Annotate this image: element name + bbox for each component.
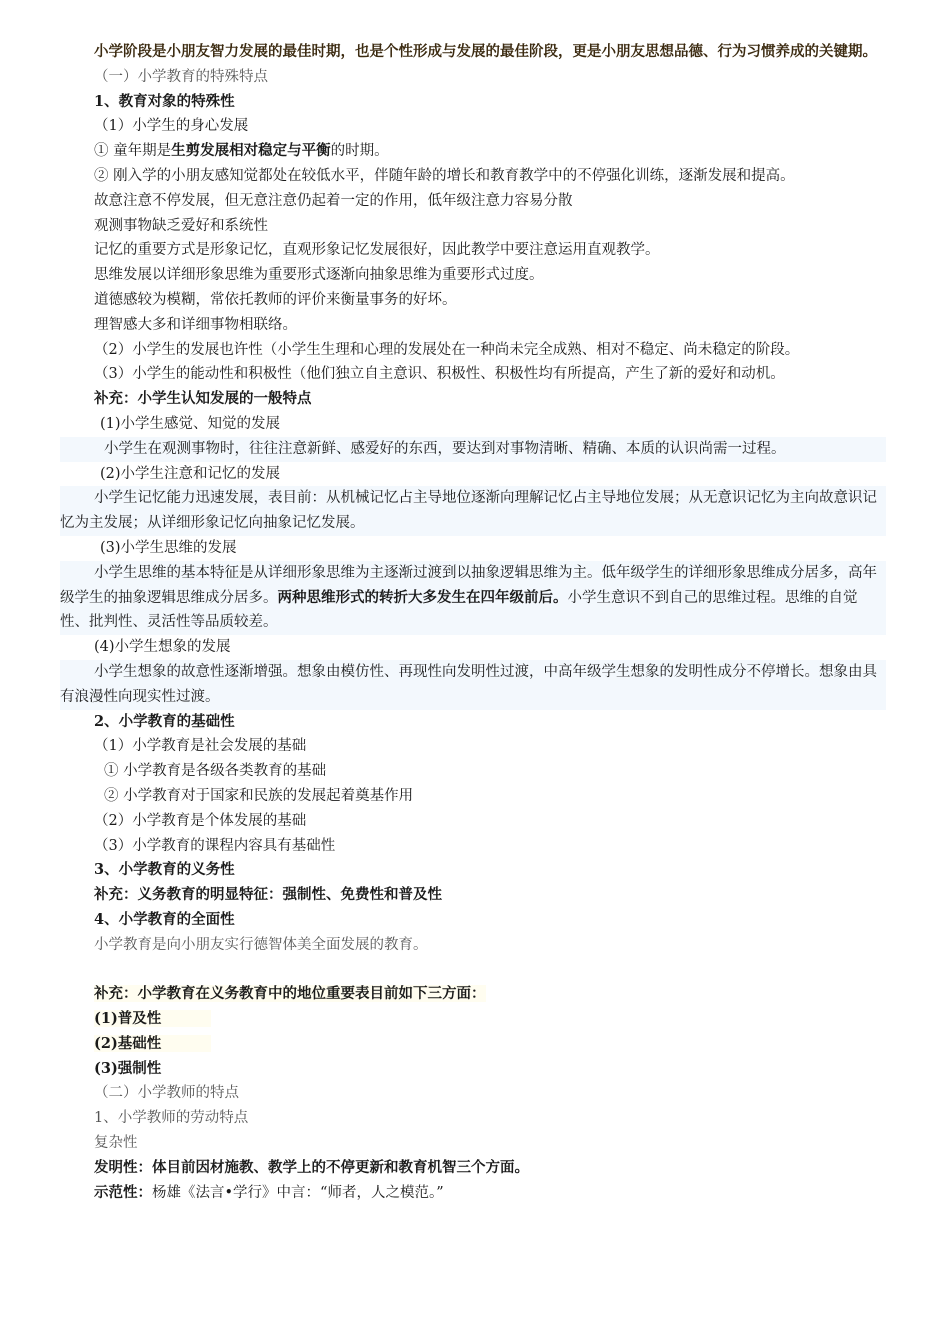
document-page: [60, 40, 886, 1205]
section-2-text-2: 发明性：体目前因材施教、教学上的不停更新和教育机智三个方面。: [94, 1158, 529, 1176]
heading-3: 3、小学教育的义务性: [94, 861, 235, 879]
cognition-4-title: (4)小学生想象的发展: [94, 639, 231, 656]
heading-4: 4、小学教育的全面性: [94, 910, 235, 928]
line-a-4: 道德感较为模糊，常依托教师的评价来衡量事务的好坏。: [94, 291, 457, 308]
supplement-3: [60, 982, 886, 1007]
line-a-5: 理智感大多和详细事物相联络。: [94, 316, 297, 333]
item-1-post: 的时期。: [330, 143, 389, 160]
subheading-1-1: （1）小学生的身心发展: [94, 118, 249, 135]
supplement-3-item-1: [60, 1007, 886, 1032]
section-2-heading-1: 1、小学教师的劳动特点: [94, 1110, 249, 1127]
item-2: ② 刚入学的小朋友感知觉都处在较低水平，伴随年龄的增长和教育教学中的不停强化训练，逐渐发展和提高。: [94, 167, 795, 184]
intro-paragraph: 小学阶段是小朋友智力发展的最佳时期，也是个性形成与发展的最佳阶段，更是小朋友思想品德、行为习惯养成的关键期。: [94, 43, 877, 60]
supplement-1: 补充：小学生认知发展的一般特点: [94, 390, 312, 408]
cognition-1-text: 小学生在观测事物时，往往注意新鲜、感爱好的东西，要达到对事物清晰、精确、本质的认识尚需一过程。: [60, 437, 886, 462]
cognition-3-pre: 小学生思维的基本特征是从详细形象思维为主逐渐过渡到以抽象逻辑思维为主。低年级学生的详细形象思维成分居多，高年级学生的抽象逻辑思维成分居多。: [60, 564, 877, 606]
subheading-2-1: （1）小学教育是社会发展的基础: [94, 738, 307, 755]
cognition-3-text: [60, 561, 886, 635]
cognition-3-post: 小学生意识不到自己的思维过程。思维的自觉性、批判性、灵活性等品质较差。: [60, 589, 858, 631]
cognition-3-bold: 两种思维形式的转折大多发生在四年级前后。: [277, 588, 568, 606]
item-1-pre: ① 童年期是: [94, 143, 172, 160]
cognition-2-title: (2)小学生注意和记忆的发展: [100, 465, 281, 482]
section-title-1: （一）小学教育的特殊特点: [94, 68, 268, 85]
supplement-3-item-2-text: (2)基础性: [94, 1035, 211, 1052]
heading-2: 2、小学教育的基础性: [94, 712, 235, 730]
subheading-2-2: （2）小学教育是个体发展的基础: [94, 812, 307, 829]
section-2-text-3-rest: 杨雄《法言•学行》中言：“师者，人之模范。”: [152, 1184, 444, 1201]
blank-line: [60, 957, 886, 982]
subheading-2-3: （3）小学教育的课程内容具有基础性: [94, 837, 336, 854]
line-a-3: 思维发展以详细形象思维为重要形式逐渐向抽象思维为重要形式过度。: [94, 267, 544, 284]
supplement-3-item-1-text: (1)普及性: [94, 1010, 211, 1027]
cognition-4-text: 小学生想象的故意性逐渐增强。想象由模仿性、再现性向发明性过渡，中高年级学生想象的发明性成分不停增长。想象由具有浪漫性向现实性过渡。: [60, 660, 886, 710]
subheading-1-2: （2）小学生的发展也许性（小学生生理和心理的发展处在一种尚未完全成熟、相对不稳定、尚未稳定的阶段。: [94, 341, 800, 358]
section-2-text-3-bold: 示范性：: [94, 1183, 152, 1201]
supplement-3-item-3: (3)强制性: [94, 1059, 162, 1077]
cognition-2-text: 小学生记忆能力迅速发展，表目前：从机械记忆占主导地位逐渐向理解记忆占主导地位发展；从无意识记忆为主向故意识记忆为主发展；从详细形象记忆向抽象记忆发展。: [60, 486, 886, 536]
line-a-0: 故意注意不停发展，但无意注意仍起着一定的作用，低年级注意力容易分散: [94, 192, 573, 209]
item-1: [60, 139, 886, 164]
cognition-1-title: (1)小学生感觉、知觉的发展: [100, 415, 281, 432]
supplement-3-text: 补充：小学教育在义务教育中的地位重要表目前如下三方面：: [94, 985, 486, 1003]
cognition-3-title: (3)小学生思维的发展: [100, 539, 237, 556]
section-title-2: （二）小学教师的特点: [94, 1085, 239, 1102]
supplement-2: 补充：义务教育的明显特征：强制性、免费性和普及性: [94, 886, 442, 904]
subheading-1-3: （3）小学生的能动性和积极性（他们独立自主意识、积极性、积极性均有所提高，产生了新的爱好和动机。: [94, 366, 785, 383]
line-a-2: 记忆的重要方式是形象记忆，直观形象记忆发展很好，因此教学中要注意运用直观教学。: [94, 242, 660, 259]
supplement-3-item-2: [60, 1032, 886, 1057]
item-2-1a: ① 小学教育是各级各类教育的基础: [104, 763, 327, 780]
section-2-text-1: 复杂性: [94, 1135, 138, 1152]
line-a-1: 观测事物缺乏爱好和系统性: [94, 217, 268, 234]
heading-1: 1、教育对象的特殊性: [94, 92, 235, 110]
heading-4-text: 小学教育是向小朋友实行德智体美全面发展的教育。: [94, 936, 428, 953]
item-2-1b: ② 小学教育对于国家和民族的发展起着奠基作用: [104, 787, 414, 804]
section-2-text-3: [60, 1181, 886, 1206]
item-1-bold: 生剪发展相对稳定与平衡: [171, 142, 331, 160]
